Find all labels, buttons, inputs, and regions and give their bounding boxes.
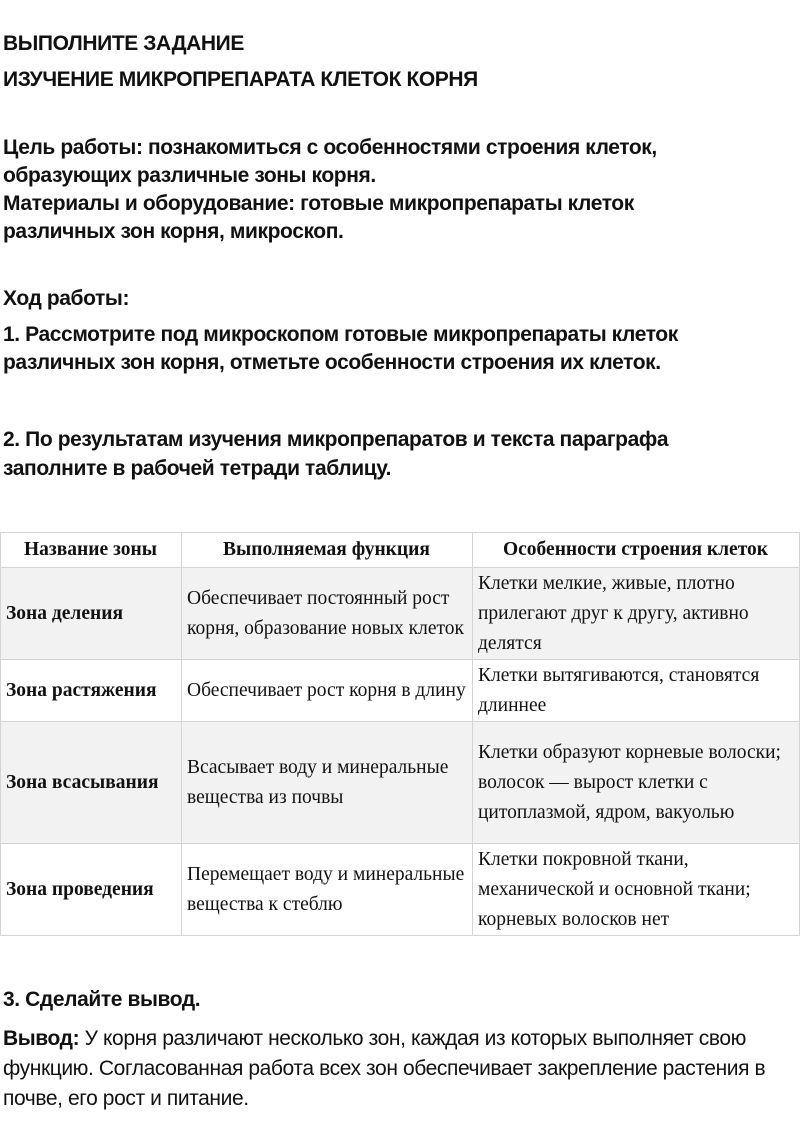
table-row [1,568,800,660]
zone-features: Клетки мелкие, живые, плотно прилегают друг к другу, активно делятся [473,568,800,660]
zone-function: Обеспечивает рост корня в длину [182,660,473,722]
conclusion-label: Вывод: [3,1027,80,1050]
conclusion-paragraph [3,1024,798,1114]
goal-text-2: образующих различные зоны корня. [3,164,376,187]
zone-function: Перемещает воду и минеральные вещества к стеблю [182,844,473,936]
zone-features: Клетки образуют корневые волоски; волосок — вырост клетки с цитоплазмой, ядром, вакуолью [473,722,800,844]
zone-features: Клетки покровной ткани, механической и основной ткани; корневых волосков нет [473,844,800,936]
header-zone-name: Название зоны [1,533,182,568]
step2-text-1: 2. По результатам изучения микропрепаратов и текста параграфа [3,428,669,451]
materials-text-2: различных зон корня, микроскоп. [3,220,344,243]
task-title: ВЫПОЛНИТЕ ЗАДАНИЕ [3,32,244,55]
goal-text-1: Цель работы: познакомиться с особенностями строения клеток, [3,136,657,159]
table-row [1,722,800,844]
header-function: Выполняемая функция [182,533,473,568]
materials-text-1: Материалы и оборудование: готовые микропрепараты клеток [3,192,634,215]
procedure-heading: Ход работы: [3,287,130,310]
zone-name: Зона проведения [1,844,182,936]
step1-text-1: 1. Рассмотрите под микроскопом готовые микропрепараты клеток [3,323,678,346]
zone-function: Обеспечивает постоянный рост корня, образование новых клеток [182,568,473,660]
header-cell-features: Особенности строения клеток [473,533,800,568]
table-row [1,660,800,722]
lab-title: ИЗУЧЕНИЕ МИКРОПРЕПАРАТА КЛЕТОК КОРНЯ [3,68,478,91]
root-zones-table [0,532,800,936]
step1-text-2: различных зон корня, отметьте особенности строения их клеток. [3,351,661,374]
zone-name: Зона растяжения [1,660,182,722]
step2-text-2: заполните в рабочей тетради таблицу. [3,457,392,480]
conclusion-text: У корня различают несколько зон, каждая из которых выполняет свою функцию. Согласованная работа всех зон обеспечивает закрепление растения в почве, его рост и питание. [3,1027,766,1110]
table-header-row [1,533,800,568]
step3-text: 3. Сделайте вывод. [3,988,201,1011]
zone-features: Клетки вытягиваются, становятся длиннее [473,660,800,722]
zone-name: Зона деления [1,568,182,660]
zone-name: Зона всасывания [1,722,182,844]
table-row [1,844,800,936]
zone-function: Всасывает воду и минеральные вещества из почвы [182,722,473,844]
